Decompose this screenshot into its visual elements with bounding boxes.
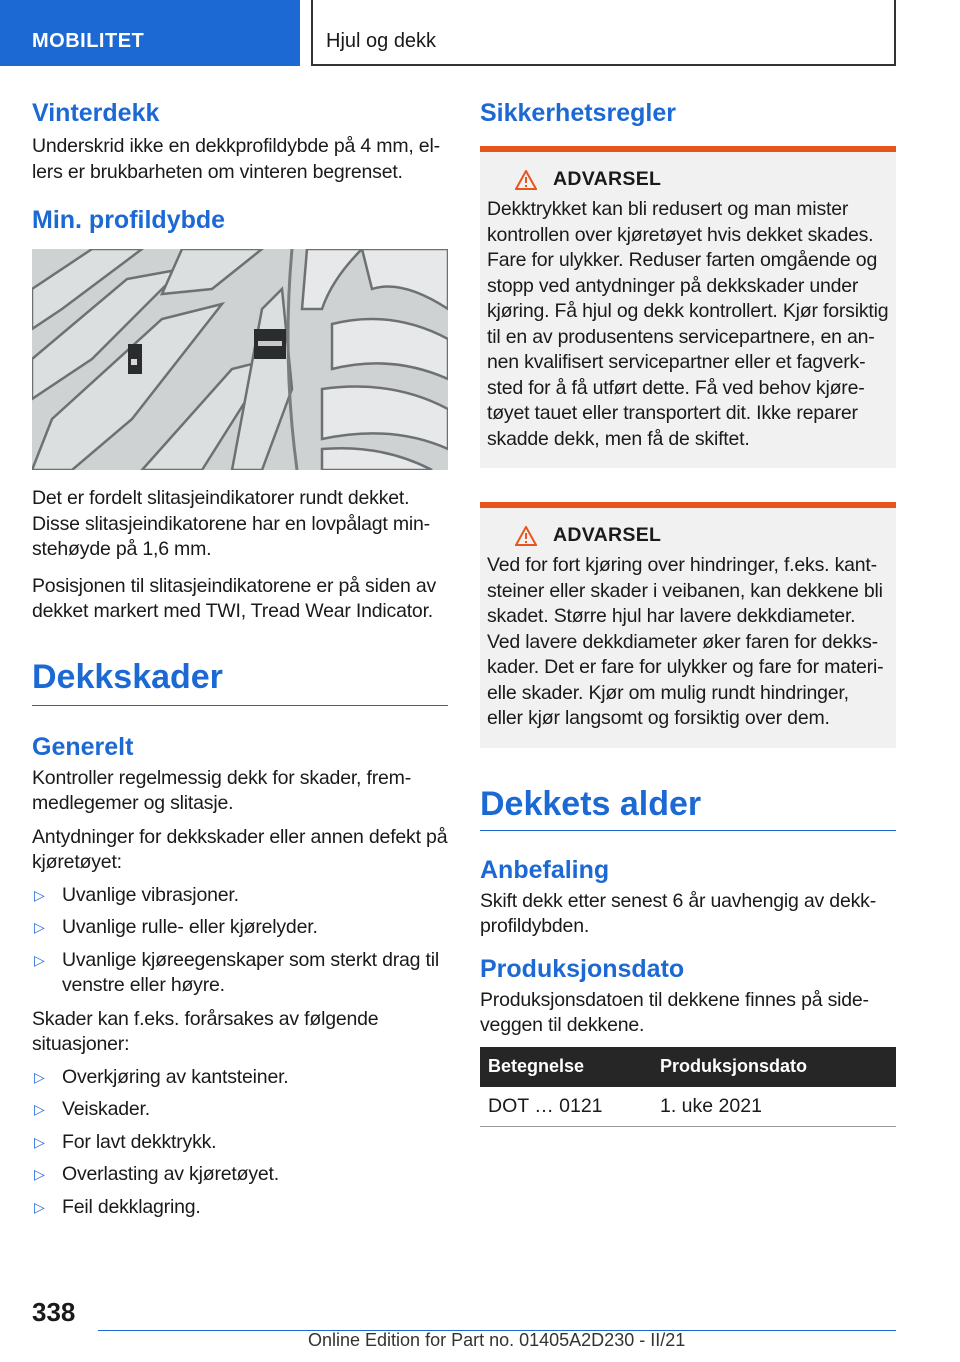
chapter-title: Hjul og dekk — [326, 30, 437, 52]
table-header: Betegnelse — [480, 1047, 652, 1087]
warning-title: ADVARSEL — [553, 168, 662, 190]
safety-heading: Sikkerhetsregler — [480, 99, 676, 127]
indicator-text-2: Posisjonen til slitasjeindikatorene er på siden av dekket markert med TWI, Tread Wear Indicator. — [32, 574, 437, 622]
list-item: ▷ Feil dekklagring. — [32, 1195, 448, 1221]
right-column — [480, 96, 896, 1127]
warning-text: Ved for fort kjøring over hindringer, f.eks. kantsteiner eller skader i veibanen, kan dekkene bli skadet. Større hjul har lavere dekkdiameter. Ved lavere dekkdiameter øker faren for dekkskader. Det er fare for ulykker og fare for materielle skader. Kjør om mulig rundt hindringer, eller kjør langsomt og forsiktig over dem. — [487, 554, 884, 729]
list-item: ▷ Veiskader. — [32, 1097, 448, 1123]
triangle-bullet-icon: ▷ — [34, 1198, 45, 1215]
table-cell: 1. uke 2021 — [652, 1087, 896, 1127]
edition-note: Online Edition for Part no. 01405A2D230 - II/21 — [308, 1330, 686, 1350]
triangle-bullet-icon: ▷ — [34, 1101, 45, 1117]
list-item: ▷ For lavt dekktrykk. — [32, 1130, 448, 1156]
page-header — [0, 0, 960, 66]
triangle-bullet-icon: ▷ — [34, 1133, 45, 1150]
indicator-text-1: Det er fordelt slitasjeindikatorer rundt dekket. Disse slitasjeindikatorene har en lovpålagt minstehøyde på 1,6 mm. — [32, 487, 431, 560]
tire-age-heading: Dekkets alder — [480, 782, 896, 831]
table-header: Produksjonsdato — [652, 1047, 896, 1087]
production-text: Produksjonsdatoen til dekkene finnes på sideveggen til dekkene. — [480, 988, 870, 1036]
warning-title: ADVARSEL — [553, 524, 662, 546]
warning-triangle-icon — [515, 170, 537, 190]
triangle-bullet-icon: ▷ — [34, 919, 45, 935]
warning-text: Dekktrykket kan bli redusert og man mister kontrollen over kjøretøyet hvis dekket skades. Fare for ulykker. Reduser farten omgående og stopp ved antydninger på dekkskader under kjøring. Få hjul og dekk kontrollert. Kjør forsiktig til en av produsentens servicepartnere, en annen kvalifisert servicepartner eller et fagverksted for å få utført dette. Få ved behov kjøretøyet tauet eller transportert dit. Ikke reparer skadde dekk, men få de skiftet. — [487, 198, 889, 450]
tire-tread-illustration — [32, 249, 448, 470]
table-cell: DOT … 0121 — [480, 1087, 652, 1127]
production-table — [480, 1047, 896, 1128]
causes-intro: Skader kan f.eks. forårsakes av følgende situasjoner: — [32, 1007, 379, 1055]
left-column — [32, 96, 448, 1220]
warning-triangle-icon — [515, 526, 537, 546]
triangle-bullet-icon: ▷ — [34, 1068, 45, 1085]
warning-box-1 — [480, 146, 896, 468]
section-tab: MOBILITET — [0, 0, 300, 66]
list-item: ▷ Uvanlige rulle- eller kjørelyder. — [32, 915, 448, 941]
warning-box-2 — [480, 502, 896, 748]
winter-text: Underskrid ikke en dekkprofildybde på 4 mm, ellers er brukbarheten om vinteren begrenset. — [32, 135, 441, 183]
triangle-bullet-icon: ▷ — [34, 886, 45, 903]
general-heading: Generelt — [32, 732, 134, 761]
min-depth-heading: Min. profildybde — [32, 206, 226, 234]
general-text: Kontroller regelmessig dekk for skader, fremmedlegemer og slitasje. — [32, 766, 412, 814]
causes-list — [32, 1065, 448, 1221]
list-item: ▷ Overkjøring av kantsteiner. — [32, 1065, 448, 1091]
signs-list — [32, 883, 448, 999]
table-row — [480, 1087, 896, 1127]
list-item: ▷ Uvanlige vibrasjoner. — [32, 883, 448, 909]
winter-heading: Vinterdekk — [32, 99, 160, 127]
triangle-bullet-icon: ▷ — [34, 1166, 45, 1182]
recommend-text: Skift dekk etter senest 6 år uavhengig av dekkprofildybden. — [480, 889, 877, 937]
recommend-heading: Anbefaling — [480, 855, 610, 884]
signs-intro: Antydninger for dekkskader eller annen defekt på kjøretøyet: — [32, 825, 448, 873]
list-item: ▷ Overlasting av kjøretøyet. — [32, 1162, 448, 1188]
damage-heading: Dekkskader — [32, 655, 448, 706]
page-number: 338 — [32, 1297, 76, 1327]
list-item: ▷ Uvanlige kjøreegenskaper som sterkt drag til venstre eller høyre. — [34, 948, 440, 996]
triangle-bullet-icon: ▷ — [34, 951, 45, 968]
production-heading: Produksjonsdato — [480, 954, 685, 983]
